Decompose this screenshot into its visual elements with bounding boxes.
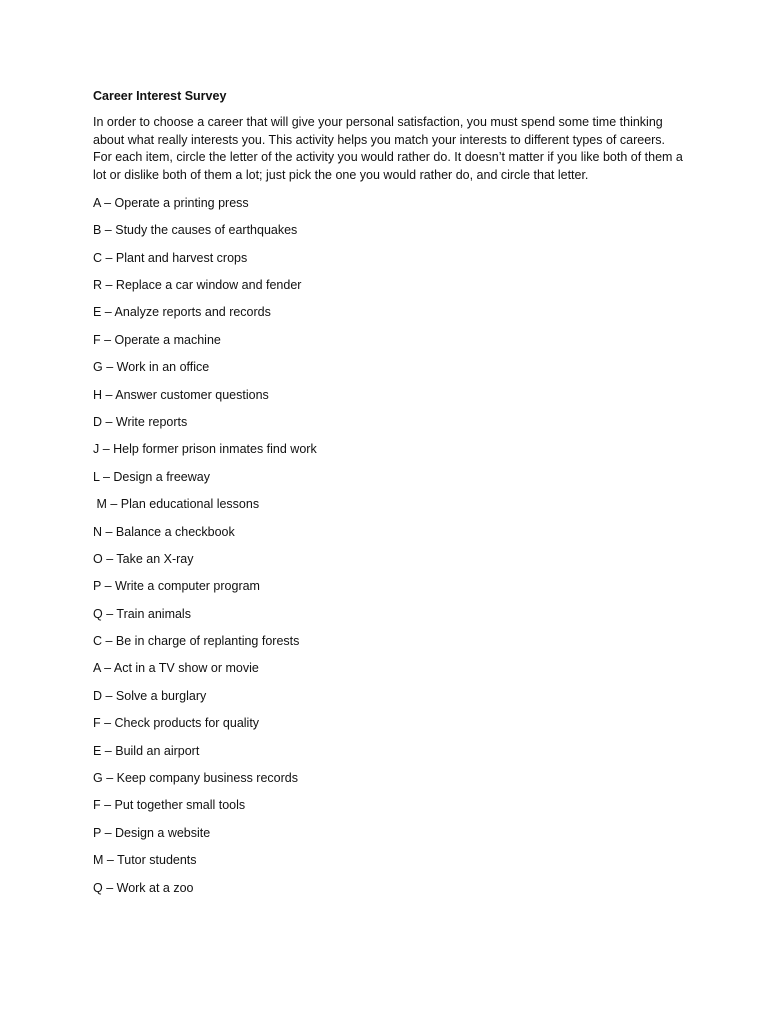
- list-item: C – Plant and harvest crops: [93, 250, 248, 265]
- list-item: M – Plan educational lessons: [93, 497, 260, 512]
- list-item: F – Put together small tools: [93, 798, 246, 813]
- list-item: O – Take an X-ray: [93, 551, 194, 566]
- list-item: F – Check products for quality: [93, 716, 260, 731]
- list-item: G – Work in an office: [93, 360, 210, 375]
- document-body: [93, 87, 683, 906]
- list-item: D – Solve a burglary: [93, 688, 207, 703]
- list-item: H – Answer customer questions: [93, 387, 269, 402]
- list-item: E – Build an airport: [93, 743, 200, 758]
- list-item: P – Design a website: [93, 825, 211, 840]
- page-title: Career Interest Survey: [93, 89, 227, 103]
- list-item: C – Be in charge of replanting forests: [93, 634, 300, 649]
- list-item: M – Tutor students: [93, 853, 197, 868]
- list-item: R – Replace a car window and fender: [93, 277, 302, 292]
- activity-list: [93, 194, 683, 906]
- list-item: E – Analyze reports and records: [93, 305, 271, 320]
- intro-paragraph: In order to choose a career that will give your personal satisfaction, you must spend some time thinking about what really interests you. This activity helps you match your interests to different types of careers. For each item, circle the letter of the activity you would rather do. It doesn’t matter if you like both of them a lot or dislike both of them a lot; just pick the one you would rather do, and circle that letter.: [93, 115, 683, 183]
- list-item: Q – Work at a zoo: [93, 880, 194, 895]
- list-item: L – Design a freeway: [93, 469, 210, 484]
- list-item: Q – Train animals: [93, 606, 191, 621]
- list-item: A – Operate a printing press: [93, 195, 249, 210]
- list-item: N – Balance a checkbook: [93, 524, 235, 539]
- list-item: J – Help former prison inmates find work: [93, 442, 317, 457]
- list-item: G – Keep company business records: [93, 771, 298, 786]
- list-item: A – Act in a TV show or movie: [93, 661, 259, 676]
- list-item: P – Write a computer program: [93, 579, 260, 594]
- list-item: F – Operate a machine: [93, 332, 221, 347]
- list-item: B – Study the causes of earthquakes: [93, 223, 298, 238]
- list-item: D – Write reports: [93, 414, 188, 429]
